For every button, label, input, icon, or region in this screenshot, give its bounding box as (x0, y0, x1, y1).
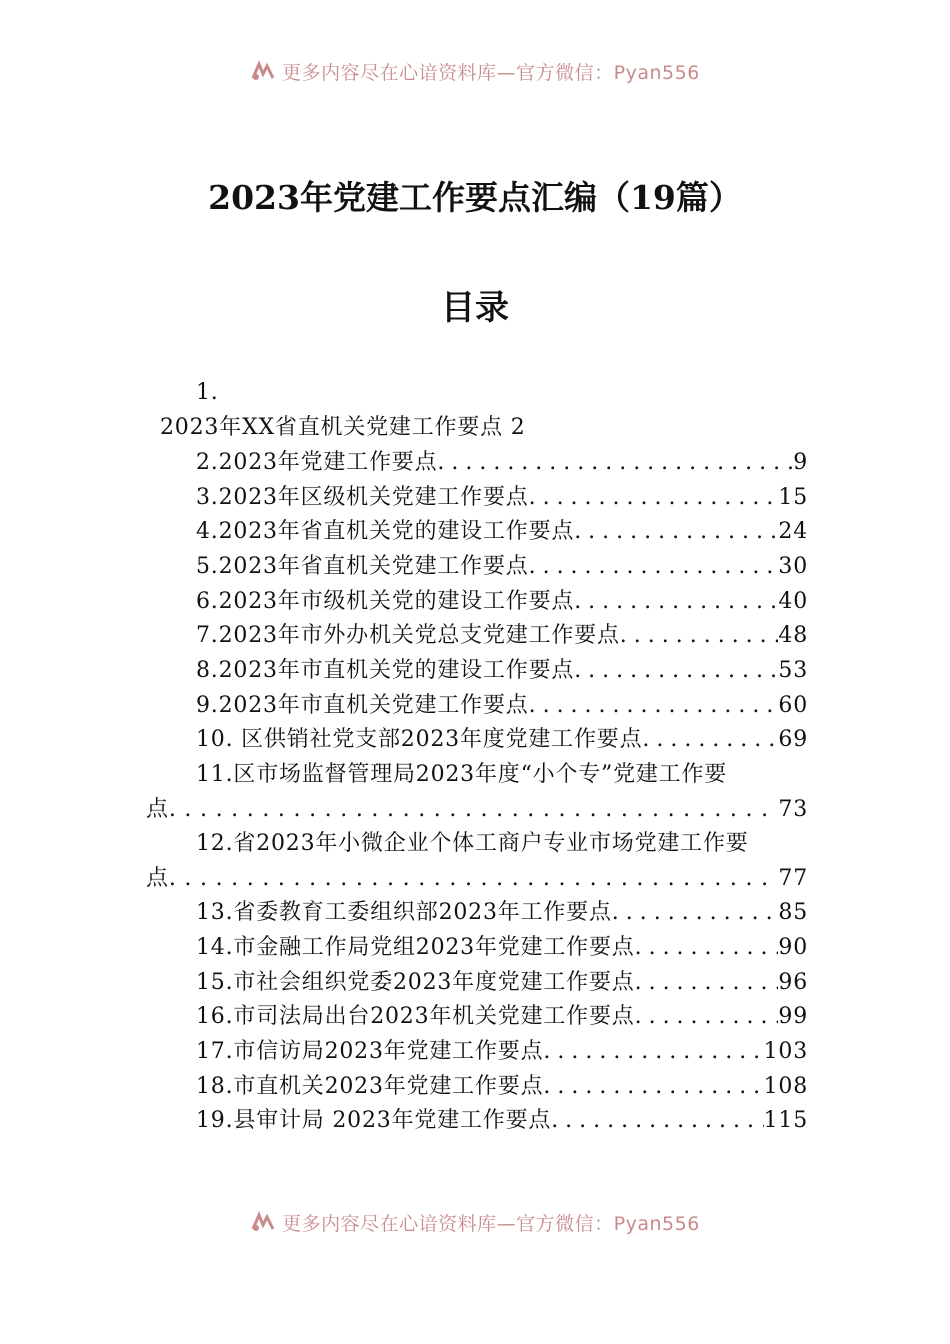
dot-leader (574, 515, 778, 549)
toc-item-number: 10. (196, 727, 234, 752)
toc-item[interactable] (196, 1070, 808, 1104)
toc-item[interactable] (196, 446, 808, 480)
toc-item[interactable] (196, 931, 808, 965)
toc-item[interactable] (196, 1000, 808, 1034)
toc-item-number: 16. (196, 1004, 234, 1029)
toc-item-text: 省2023年小微企业个体工商户专业市场党建工作要 (233, 831, 749, 856)
toc-item-text: 市社会组织党委2023年度党建工作要点 (233, 970, 635, 995)
toc-item[interactable] (196, 619, 808, 653)
toc-item-continuation[interactable] (146, 862, 808, 896)
toc-item[interactable] (196, 1035, 808, 1069)
dot-leader (642, 723, 778, 757)
toc-item-text: 县审计局 2023年党建工作要点 (233, 1108, 552, 1133)
toc-item[interactable] (196, 723, 808, 757)
logo-icon (250, 1211, 276, 1238)
toc-item-continuation[interactable] (146, 793, 808, 827)
watermark-text: 更多内容尽在心谙资料库—官方微信：Pyan556 (282, 1213, 700, 1235)
toc-page-number: 53 (778, 658, 808, 683)
toc-item[interactable] (196, 1104, 808, 1138)
toc-item-number: 6. (196, 589, 219, 614)
toc-item-number: 17. (196, 1039, 234, 1064)
watermark-header (0, 58, 950, 87)
toc-item[interactable] (196, 654, 808, 688)
dot-leader (169, 793, 779, 827)
toc-item[interactable] (196, 515, 808, 549)
toc-item-number: 5. (196, 554, 219, 579)
toc-page-number: 40 (778, 589, 808, 614)
toc-item-number: 2. (196, 450, 219, 475)
toc-page-number: 60 (778, 693, 808, 718)
toc-page-number: 96 (778, 970, 808, 995)
dot-leader (635, 1000, 779, 1034)
dot-leader (635, 931, 779, 965)
toc-item[interactable] (196, 966, 808, 1000)
dot-leader (635, 966, 779, 1000)
toc-heading: 目录 (441, 288, 509, 328)
toc-item-text: 2023年市级机关党的建设工作要点 (218, 589, 575, 614)
toc-item-number: 3. (196, 485, 219, 510)
toc-page-number: 24 (778, 519, 808, 544)
dot-leader (620, 619, 779, 653)
toc-item-text: 区市场监督管理局2023年度“小个专”党建工作要 (233, 762, 728, 787)
dot-leader (529, 550, 779, 584)
toc-page-number: 30 (778, 554, 808, 579)
toc-item[interactable] (196, 827, 749, 861)
toc-item-number: 9. (196, 693, 219, 718)
toc-item-number: 14. (196, 935, 234, 960)
toc-item[interactable] (196, 585, 808, 619)
toc-page-number: 90 (778, 935, 808, 960)
toc-item-text: 2023年市外办机关党总支党建工作要点 (218, 623, 620, 648)
toc-item[interactable] (196, 758, 727, 792)
toc-item-text: 2023年市直机关党的建设工作要点 (218, 658, 575, 683)
toc-item-text: 2023年省直机关党建工作要点 (218, 554, 529, 579)
watermark-text: 更多内容尽在心谙资料库—官方微信：Pyan556 (282, 62, 700, 84)
toc-item-text: 市直机关2023年党建工作要点 (233, 1074, 544, 1099)
toc-page-number: 48 (778, 623, 808, 648)
watermark-footer (0, 1209, 950, 1238)
toc-item-number: 15. (196, 970, 234, 995)
dot-leader (169, 862, 779, 896)
toc-item-number: 12. (196, 831, 234, 856)
toc-page-number: 69 (778, 727, 808, 752)
logo-icon (250, 60, 276, 87)
toc-page-number: 73 (778, 797, 808, 822)
toc-item-number: 8. (196, 658, 219, 683)
toc-item-text: 市司法局出台2023年机关党建工作要点 (233, 1004, 635, 1029)
toc-item-text: 2023年市直机关党建工作要点 (218, 693, 529, 718)
toc-item-text: 市金融工作局党组2023年党建工作要点 (233, 935, 635, 960)
dot-leader (574, 654, 778, 688)
toc-item-number: 7. (196, 623, 219, 648)
toc-page-number: 9 (793, 450, 808, 475)
toc-item-number: 18. (196, 1074, 234, 1099)
toc-item[interactable] (196, 550, 808, 584)
dot-leader (437, 446, 793, 480)
dot-leader (529, 689, 779, 723)
toc-item-text: 点 (146, 866, 169, 891)
toc-item-text: 区供销社党支部2023年度党建工作要点 (233, 727, 643, 752)
toc-page-number: 99 (778, 1004, 808, 1029)
toc-item[interactable] (196, 896, 808, 930)
dot-leader (529, 481, 779, 515)
toc-item-text: 2023年省直机关党的建设工作要点 (218, 519, 575, 544)
dot-leader (612, 896, 779, 930)
toc-item[interactable] (196, 481, 808, 515)
toc-page-number: 108 (763, 1074, 808, 1099)
toc-page-number: 15 (778, 485, 808, 510)
dot-leader (543, 1070, 763, 1104)
toc-page-number: 115 (763, 1108, 808, 1133)
toc-page-number: 103 (763, 1039, 808, 1064)
document-title: 2023年党建工作要点汇编（19篇） (208, 178, 742, 217)
toc-item-number: 13. (196, 900, 234, 925)
toc-item-text: 省委教育工委组织部2023年工作要点 (233, 900, 612, 925)
toc-item-text[interactable]: 2023年XX省直机关党建工作要点 2 (160, 415, 526, 440)
toc-item-text: 2023年区级机关党建工作要点 (218, 485, 529, 510)
toc-item-number[interactable]: 1. (196, 380, 219, 405)
toc-item-number: 11. (196, 762, 234, 787)
dot-leader (543, 1035, 763, 1069)
toc-page-number: 85 (778, 900, 808, 925)
dot-leader (574, 585, 778, 619)
toc-page-number: 77 (778, 866, 808, 891)
toc-item-text: 市信访局2023年党建工作要点 (233, 1039, 544, 1064)
dot-leader (551, 1104, 763, 1138)
toc-item-text: 点 (146, 797, 169, 822)
toc-item-number: 4. (196, 519, 219, 544)
toc-item[interactable] (196, 689, 808, 723)
toc-item-text: 2023年党建工作要点 (218, 450, 438, 475)
toc-item-number: 19. (196, 1108, 234, 1133)
